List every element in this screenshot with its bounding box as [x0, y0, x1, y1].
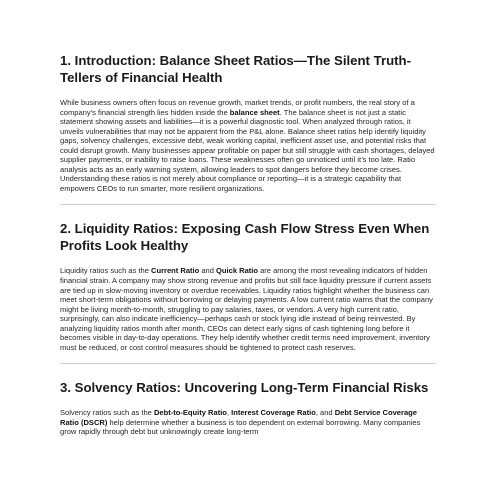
section-3-text-end: help determine whether a business is too dependent on external borrowing. Many companies grow rapidly through debt but unknowingly create long-term — [60, 417, 421, 437]
section-3-bold-interest-coverage: Interest Coverage Ratio — [231, 408, 316, 418]
section-3-text-mid-2: , and — [315, 408, 335, 418]
section-3-text-start: Solvency ratios such as the — [60, 408, 154, 418]
document-page — [60, 52, 436, 437]
section-2-paragraph — [60, 266, 436, 352]
section-2-heading: 2. Liquidity Ratios: Exposing Cash Flow Stress Even When Profits Look Healthy — [60, 221, 430, 254]
section-1-bold-balance-sheet: balance sheet — [229, 107, 280, 117]
section-2-text-start: Liquidity ratios such as the — [60, 266, 152, 276]
section-1-paragraph — [60, 98, 436, 193]
section-3-bold-dscr: Debt Service Coverage Ratio (DSCR) — [60, 408, 417, 427]
section-3-paragraph — [60, 408, 436, 437]
section-1-heading: 1. Introduction: Balance Sheet Ratios—The Silent Truth-Tellers of Financial Health — [60, 53, 411, 85]
section-2-bold-current-ratio: Current Ratio — [151, 266, 200, 276]
section-divider — [60, 204, 436, 205]
section-2-text-end: are among the most revealing indicators of hidden financial strain. A company may show strong revenue and profits but still face liquidity pressure if current assets are tied up in slow-moving inventory or overdue receivables. Liquidity ratios highlight whether the business can meet short-term obligations without borrowing or delaying payments. A low current ratio warns that the company might be living month-to-month, struggling to pay salaries, taxes, or vendors. A very high current ratio, surprisingly, can also indicate inefficiency—perhaps cash or stock lying idle instead of being reinvested. By analyzing liquidity ratios month after month, CEOs can detect early signs of cash tightening long before it becomes visible in day-to-day operations. They help identify whether credit terms need improvement, inventory must be reduced, or cost control measures should be tightened to protect cash reserves. — [60, 266, 433, 352]
section-3-bold-debt-to-equity: Debt-to-Equity Ratio — [153, 408, 227, 418]
section-3-text-mid-1: , — [226, 408, 232, 418]
section-1-text-start: While business owners often focus on revenue growth, market trends, or profit numbers, the real story of a company’s financial strength lies hidden inside the — [60, 98, 415, 117]
section-1-text-end: . The balance sheet is not just a static statement showing assets and liabilities—it is a powerful diagnostic tool. When analyzed through ratios, it unveils vulnerabilities that may not be apparent from the P&L alone. Balance sheet ratios help identify liquidity gaps, solvency challenges, excessive debt, weak working capital, inefficient asset use, and potential risks that could disrupt growth. Many businesses appear profitable on paper but still struggle with cash shortages, delayed supplier payments, or inability to raise loans. These weaknesses often go unnoticed until it’s too late. Ratio analysis acts as an early warning system, allowing leaders to spot dangers before they become crises. Understanding these ratios is not merely about compliance or reporting—it is a strategic capability that empowers CEOs to run smarter, more resilient organizations. — [60, 107, 435, 193]
section-divider — [60, 363, 436, 364]
section-2-bold-quick-ratio: Quick Ratio — [216, 266, 258, 276]
section-3-heading: 3. Solvency Ratios: Uncovering Long-Term Financial Risks — [60, 380, 429, 396]
section-2-text-mid: and — [199, 266, 217, 276]
